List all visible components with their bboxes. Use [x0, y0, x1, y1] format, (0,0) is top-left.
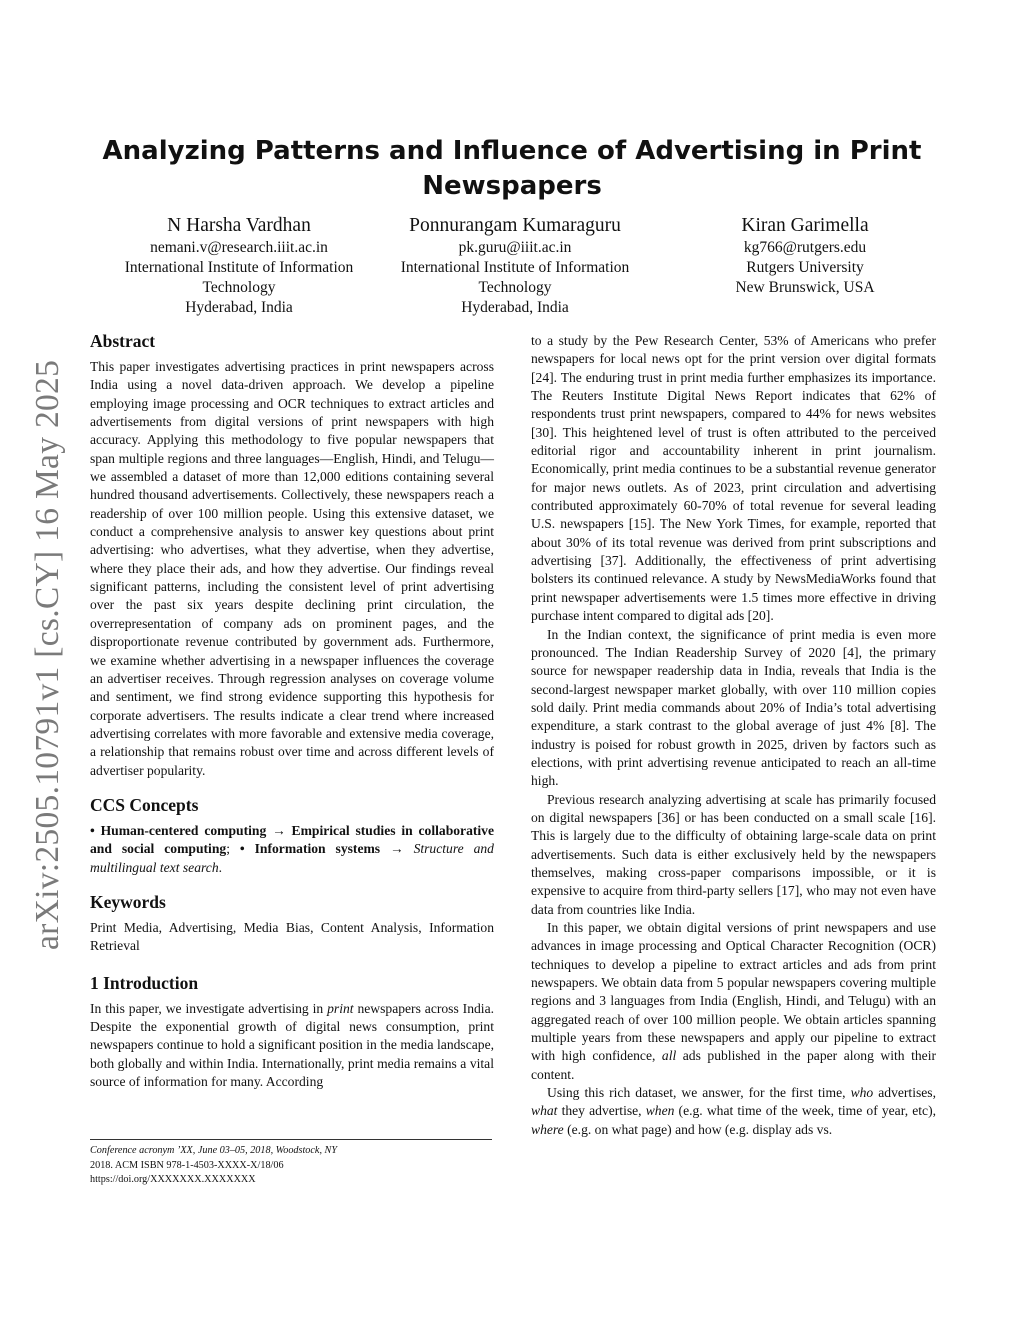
author-name: Ponnurangam Kumaraguru: [409, 215, 621, 236]
abstract-heading: Abstract: [90, 331, 156, 351]
ccs-separator: ;: [226, 841, 240, 857]
text-run: (e.g. on what page) and how (e.g. display ads vs.: [563, 1121, 833, 1137]
author-affiliation: Technology: [478, 279, 552, 296]
introduction-heading: 1 Introduction: [90, 972, 199, 993]
author-name: N Harsha Vardhan: [167, 215, 311, 236]
ccs-end: .: [218, 859, 223, 875]
arxiv-identifier-stamp: arXiv:2505.10791v1 [cs.CY] 16 May 2025: [29, 359, 66, 950]
text-run: In this paper, we obtain digital versions of print newspapers and use advances in image processing and Optical Character Recognition (OCR) techniques to develop a pipeline to extract articles and ads from print newspapers. We obtain data from 5 popular newspapers covering multiple regions and 3 languages from India (English, Hindi, and Telugu) with an aggregated reach of over 100 million people. We obtain articles spanning multiple years from these newspapers and apply our pipeline to extract with high confidence,: [531, 920, 936, 1064]
author-affiliation: Rutgers University: [746, 259, 864, 276]
ccs-bullet-1: • Human-centered computing: [90, 822, 267, 838]
text-run: ads published in the paper along with their content.: [531, 1048, 936, 1082]
paper-title: Analyzing Patterns and Influence of Advertising in Print Newspapers: [102, 136, 922, 201]
emphasis: when: [645, 1103, 675, 1119]
abstract-text: This paper investigates advertising practices in print newspapers across India using a novel data-driven approach. We develop a pipeline employing image processing and OCR techniques to extract articles and advertisements from digital versions of print newspapers with high accuracy. Applying this methodology to five popular newspapers that span multiple regions and three languages—English, Hindi, and Telugu—we assembled a dataset of more than 12,000 editions containing several hundred thousand advertisements. Collectively, these newspapers reach a readership of over 100 million people. Using this extensive dataset, we conduct a comprehensive analysis to answer key questions about print advertising: who advertises, what they advertise, when they advertise, where they place their ads, and how they advertise. Our findings reveal significant patterns, including the consistent level of print advertising over the past six years despite declining print circulation, the overrepresentation of company ads on prominent pages, and the disproportionate revenue contributed by government ads. Furthermore, we examine whether advertising in a newspaper influences the coverage an advertiser receives. Through regression analyses on coverage volume and sentiment, we find strong evidence supporting this hypothesis for corporate advertisers. The results indicate a clear trend where increased advertising correlates with more favorable and extensive media coverage, a relationship that remains robust over time and across different levels of advertiser popularity.: [90, 359, 494, 778]
emphasis: what: [531, 1103, 558, 1119]
ccs-concepts-text: [90, 822, 494, 877]
footnote-doi-link[interactable]: https://doi.org/XXXXXXX.XXXXXXX: [90, 1174, 256, 1185]
author-location: Hyderabad, India: [461, 299, 569, 316]
body-paragraph: In the Indian context, the significance of print media is even more pronounced. The Indian Readership Survey of 2020 [4], the primary source for newspaper readership data in India, reveals that India is the second-largest newspaper market globally, with over 110 million copies sold daily. Print media commands about 20% of India’s total advertising expenditure, a stark contrast to the global average of just 4% [8]. The industry is poised for robust growth in 2025, driven by factors such as elections, with print advertising revenue anticipated to reach an all-time high.: [531, 626, 936, 789]
text-run: In this paper, we investigate advertising in: [90, 1000, 328, 1016]
emphasis: where: [531, 1121, 564, 1137]
text-run: newspapers across India. Despite the exponential growth of digital news consumption, print newspapers continue to hold a significant position in the media landscape, both globally and within India. Internationally, print media remains a vital source of information for many. According: [90, 1000, 494, 1089]
body-paragraph: [531, 1084, 936, 1139]
author-email: nemani.v@research.iiit.ac.in: [150, 239, 328, 256]
author-3: [650, 214, 960, 298]
ccs-heading: CCS Concepts: [90, 794, 199, 815]
footnote-isbn: 2018. ACM ISBN 978-1-4503-XXXX-X/18/06: [90, 1159, 284, 1171]
keywords-heading: Keywords: [90, 891, 166, 912]
ccs-concept-1: Empirical studies in collaborative and social computing: [90, 822, 495, 857]
emphasis: who: [850, 1085, 874, 1101]
author-affiliation: Technology: [202, 279, 276, 296]
footnote-conference: Conference acronym ’XX, June 03–05, 2018, Woodstock, NY: [90, 1145, 338, 1156]
body-paragraph: [531, 919, 936, 1084]
text-run: Using this rich dataset, we answer, for the first time,: [547, 1085, 851, 1101]
author-affiliation: International Institute of Information: [400, 259, 630, 276]
author-1: [90, 214, 388, 318]
author-email: pk.guru@iiit.ac.in: [458, 239, 572, 256]
author-2: [382, 214, 648, 318]
emphasis: all: [661, 1048, 677, 1064]
author-location: Hyderabad, India: [185, 299, 293, 316]
text-run: they advertise,: [557, 1103, 646, 1119]
keywords-text: Print Media, Advertising, Media Bias, Content Analysis, Information Retrieval: [90, 919, 494, 954]
introduction-paragraph: [90, 1000, 494, 1092]
author-location: New Brunswick, USA: [735, 279, 875, 296]
footnote-divider: [90, 1139, 492, 1140]
left-column: [90, 330, 494, 1091]
author-affiliation: International Institute of Information: [124, 259, 354, 276]
ccs-arrow: →: [266, 822, 292, 838]
footnotes: [90, 1144, 494, 1188]
ccs-concept-2: Structure and multilingual text search: [90, 841, 494, 875]
ccs-bullet-2: • Information systems: [239, 841, 381, 857]
ccs-arrow: →: [380, 841, 414, 857]
author-name: Kiran Garimella: [741, 215, 869, 236]
body-paragraph: Previous research analyzing advertising at scale has primarily focused on digital newspapers [36] or has been conducted on a small scale [16]. This is largely due to the difficulty of obtaining large-scale data on print advertisements. Such data is either exclusively held by the newspapers themselves, making cross-paper comparisons impossible, or it is expensive to acquire from third-party sellers [17], who may not even have data from countries like India.: [531, 791, 936, 917]
body-paragraph: to a study by the Pew Research Center, 53% of Americans who prefer newspapers for local news opt for the print version over digital formats [24]. The enduring trust in print media further emphasizes its importance. The Reuters Institute Digital News Report indicates that 62% of respondents trust print newspapers, compared to 44% for news websites [30]. This heightened level of trust is often attributed to the perceived editorial rigor and accountability inherent in print journalism. Economically, print media continues to be a substantial revenue generator for major news outlets. As of 2023, print circulation and advertising contributed approximately 60-70% of total revenue for several leading U.S. newspapers [15]. The New York Times, for example, reported that about 30% of its total revenue was derived from print subscriptions and advertising [37]. Additionally, the effectiveness of print advertising bolsters its continued relevance. A study by NewsMediaWorks found that print newspaper advertisements were 1.5 times more effective in driving purchase intent compared to digital ads [20].: [531, 333, 936, 624]
text-run: advertises,: [873, 1085, 936, 1101]
emphasis: print: [327, 1000, 354, 1016]
right-column: [531, 332, 936, 1139]
author-email: kg766@rutgers.edu: [743, 239, 867, 256]
text-run: (e.g. what time of the week, time of year, etc),: [674, 1103, 936, 1119]
